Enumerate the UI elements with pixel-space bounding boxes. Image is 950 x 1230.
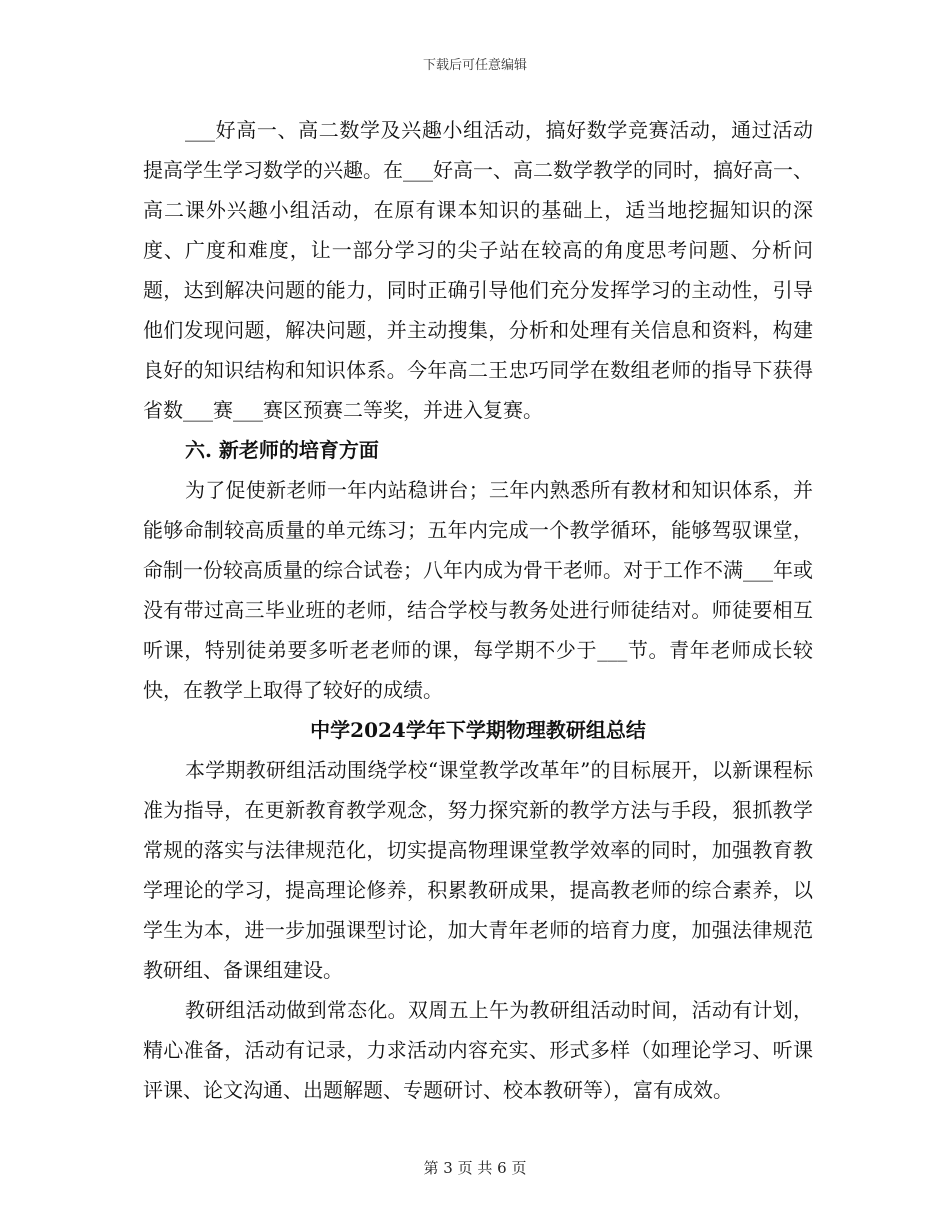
page-footer: 第 3 页 共 6 页	[423, 1159, 527, 1177]
paragraph-activity-routine: 教研组活动做到常态化。双周五上午为教研组活动时间，活动有计划，精心准备，活动有记录，力求活动内容充实、形式多样（如理论学习、听课评课、论文沟通、出题解题、专题研讨、校本教研等），富有成效。	[143, 998, 813, 1102]
section-heading-new-teachers: 六. 新老师的培育方面	[185, 438, 379, 462]
page-header: 下载后可任意编辑	[422, 58, 527, 73]
document-body	[143, 110, 813, 1110]
paragraph-math-activities: ___好高一、高二数学及兴趣小组活动，搞好数学竞赛活动，通过活动提高学生学习数学的兴趣。在___好高一、高二数学教学的同时，搞好高一、高二课外兴趣小组活动，在原有课本知识的基础上，适当地挖掘知识的深度、广度和难度，让一部分学习的尖子站在较高的角度思考问题、分析问题，达到解决问题的能力，同时正确引导他们充分发挥学习的主动性，引导他们发现问题，解决问题，并主动搜集，分析和处理有关信息和资料，构建良好的知识结构和知识体系。今年高二王忠巧同学在数组老师的指导下获得省数___赛___赛区预赛二等奖，并进入复赛。	[143, 118, 813, 422]
paragraph-new-teachers: 为了促使新老师一年内站稳讲台；三年内熟悉所有教材和知识体系，并能够命制较高质量的单元练习；五年内完成一个教学循环，能够驾驭课堂，命制一份较高质量的综合试卷；八年内成为骨干老师。对于工作不满___年或没有带过高三毕业班的老师，结合学校与教务处进行师徒结对。师徒要相互听课，特别徒弟要多听老老师的课，每学期不少于___节。青年老师成长较快，在教学上取得了较好的成绩。	[143, 478, 813, 702]
paragraph-physics-summary: 本学期教研组活动围绕学校“课堂教学改革年”的目标展开，以新课程标准为指导，在更新教育教学观念，努力探究新的教学方法与手段，狠抓教学常规的落实与法律规范化，切实提高物理课堂教学效率的同时，加强教育教学理论的学习，提高理论修养，积累教研成果，提高教老师的综合素养，以学生为本，进一步加强课型讨论，加大青年老师的培育力度，加强法律规范教研组、备课组建设。	[143, 758, 813, 982]
document-title: 中学2024学年下学期物理教研组总结	[310, 718, 646, 742]
